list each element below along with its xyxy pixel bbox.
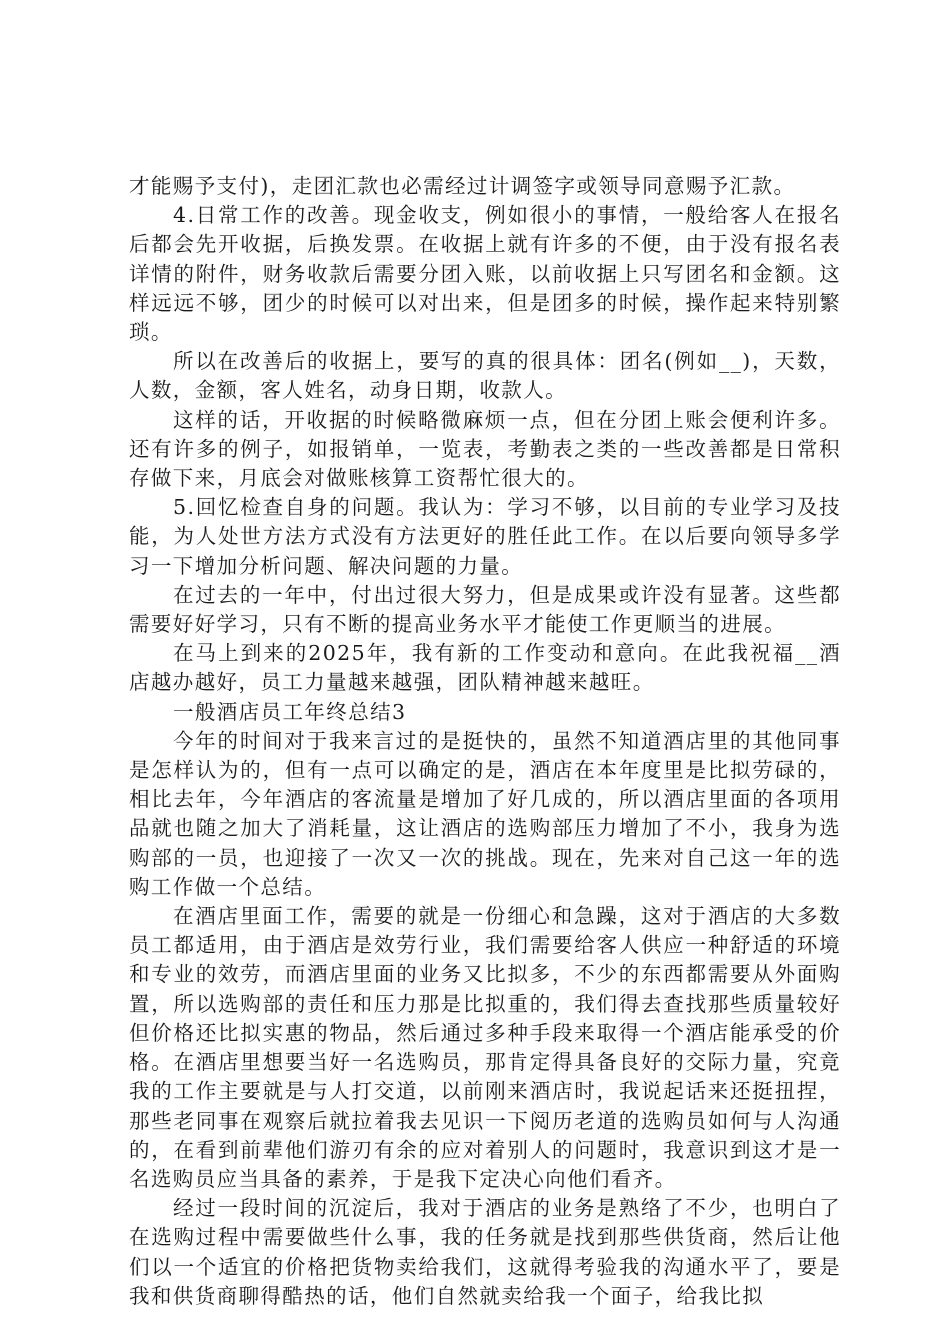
paragraph-past-year: 在过去的一年中，付出过很大努力，但是成果或许没有显著。这些都需要好好学习，只有不断的提高业务水平才能使工作更顺当的进展。: [129, 582, 841, 637]
paragraph-intro: 今年的时间对于我来言过的是挺快的，虽然不知道酒店里的其他同事是怎样认为的，但有一点可以确定的是，酒店在本年度里是比拟劳碌的，相比去年，今年酒店的客流量是增加了好几成的，所以酒店里面的各项用品就也随之加大了消耗量，这让酒店的选购部压力增加了不小，我身为选购部的一员，也迎接了一次又一次的挑战。现在，先来对自己这一年的选购工作做一个总结。: [129, 728, 841, 899]
section-heading: 一般酒店员工年终总结3: [173, 699, 407, 724]
paragraph-continuation: 才能赐予支付)，走团汇款也必需经过计调签字或领导同意赐予汇款。: [129, 174, 796, 198]
document-body: [129, 172, 841, 1311]
paragraph-receipt-benefit: 这样的话，开收据的时候略微麻烦一点，但在分团上账会便利许多。还有许多的例子，如报销单，一览表，考勤表之类的一些改善都是日常积存做下来，月底会对做账核算工资帮忙很大的。: [129, 407, 841, 491]
paragraph-receipt-improvement: 所以在改善后的收据上，要写的真的很具体：团名(例如__)，天数，人数，金额，客人姓名，动身日期，收款人。: [129, 349, 841, 403]
paragraph-new-year: 在马上到来的2025年，我有新的工作变动和意向。在此我祝福__酒店越办越好，员工力量越来越强，团队精神越来越旺。: [129, 641, 841, 695]
paragraph-item-4: 4.日常工作的改善。现金收支，例如很小的事情，一般给客人在报名后都会先开收据，后换发票。在收据上就有许多的不便，由于没有报名表详情的附件，财务收款后需要分团入账，以前收据上只写团名和金额。这样远远不够，团少的时候可以对出来，但是团多的时候，操作起来特别繁琐。: [129, 203, 841, 345]
paragraph-experience: 经过一段时间的沉淀后，我对于酒店的业务是熟络了不少，也明白了在选购过程中需要做些什么事，我的任务就是找到那些供货商，然后让他们以一个适宜的价格把货物卖给我们，这就得考验我的沟通水平了，要是我和供货商聊得酷热的话，他们自然就卖给我一个面子，给我比拟: [129, 1196, 841, 1308]
paragraph-work-requirements: 在酒店里面工作，需要的就是一份细心和急躁，这对于酒店的大多数员工都适用，由于酒店是效劳行业，我们需要给客人供应一种舒适的环境和专业的效劳，而酒店里面的业务又比拟多，不少的东西都需要从外面购置，所以选购部的责任和压力那是比拟重的，我们得去查找那些质量较好但价格还比拟实惠的物品，然后通过多种手段来取得一个酒店能承受的价格。在酒店里想要当好一名选购员，那肯定得具备良好的交际力量，究竟我的工作主要就是与人打交道，以前刚来酒店时，我说起话来还挺扭捏，那些老同事在观察后就拉着我去见识一下阅历老道的选购员如何与人沟通的，在看到前辈他们游刃有余的应对着别人的问题时，我意识到这才是一名选购员应当具备的素养，于是我下定决心向他们看齐。: [129, 904, 841, 1191]
paragraph-item-5: 5.回忆检查自身的问题。我认为：学习不够，以目前的专业学习及技能，为人处世方法方式没有方法更好的胜任此工作。在以后要向领导多学习一下增加分析问题、解决问题的力量。: [129, 495, 841, 578]
